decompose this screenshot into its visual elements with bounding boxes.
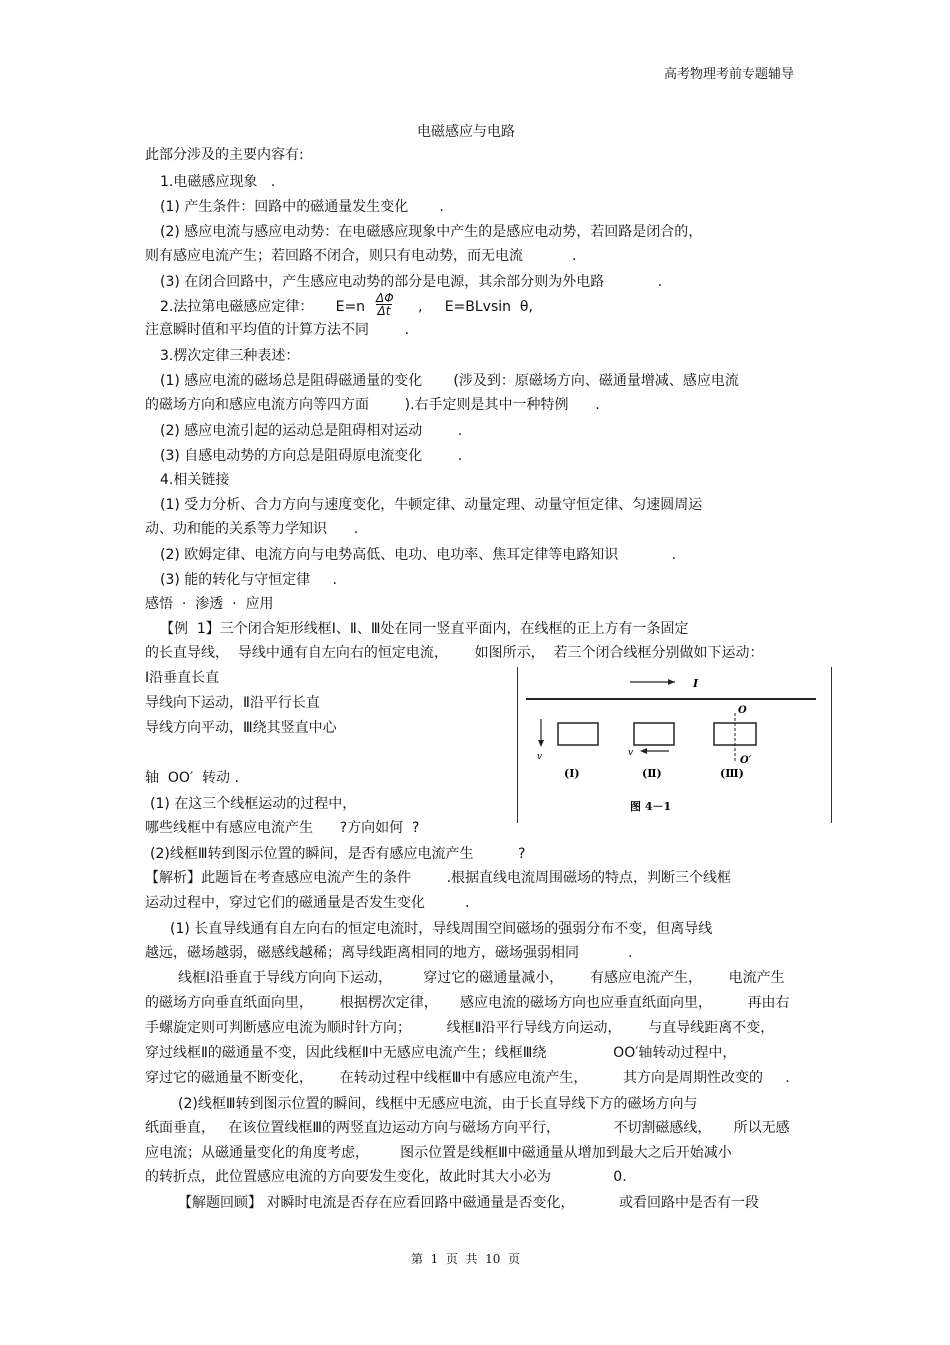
text-line: (1) 感应电流的磁场总是阻碍磁通量的变化 (涉及到：原磁场方向、磁通量增减、感应电流 [160, 373, 739, 389]
text-line: 哪些线框中有感应电流产生 ?方向如何 ? [145, 820, 420, 836]
text-line: (2) 欧姆定律、电流方向与电势高低、电功、电功率、焦耳定律等电路知识 . [160, 547, 677, 563]
text-line: (3) 能的转化与守恒定律 . [160, 572, 337, 588]
frame-ii [634, 723, 674, 745]
fraction-numerator: ΔΦ [376, 291, 394, 305]
text-line: 【例 1】三个闭合矩形线框Ⅰ、Ⅱ、Ⅲ处在同一竖直平面内，在线框的正上方有一条固定 [160, 621, 689, 637]
figure-4-1 [517, 667, 832, 823]
axis-top-label: O [738, 705, 747, 716]
text-line: (2) 感应电流引起的运动总是阻碍相对运动 . [160, 423, 463, 439]
frame-label-ii: (Ⅱ) [642, 767, 662, 780]
velocity-label-2: v [628, 748, 634, 758]
axis-bottom-label: O′ [740, 755, 752, 766]
text-line: 注意瞬时值和平均值的计算方法不同 . [145, 322, 410, 338]
text-line: (3) 在闭合回路中，产生感应电动势的部分是电源，其余部分则为外电路 . [160, 274, 663, 290]
text-line: 纸面垂直， 在该位置线框Ⅲ的两竖直边运动方向与磁场方向平行， 不切割磁感线， 所以无感 [145, 1120, 790, 1136]
page-header: 高考物理考前专题辅导 [664, 67, 795, 82]
text-line: 的磁场方向和感应电流方向等四方面 ).右手定则是其中一种特例 . [145, 397, 600, 413]
text-line: 4.相关链接 [160, 472, 230, 488]
current-arrowhead [668, 679, 675, 685]
fraction-denominator: Δt [377, 304, 391, 318]
text-line: 【解题回顾】 对瞬时电流是否存在应看回路中磁通量是否变化， 或看回路中是否有一段 [178, 1195, 759, 1211]
frame-label-iii: (Ⅲ) [720, 767, 744, 780]
text-line: (1) 受力分析、合力方向与速度变化，牛顿定律、动量定理、动量守恒定律、匀速圆周运 [160, 497, 703, 513]
text-line: (1) 产生条件：回路中的磁通量发生变化 . [160, 199, 444, 215]
text-line: (1) 在这三个线框运动的过程中， [150, 796, 357, 812]
text-line: 感悟 · 渗透 · 应用 [145, 596, 274, 612]
text-line: (2)线框Ⅲ转到图示位置的瞬间，线框中无感应电流，由于长直导线下方的磁场方向与 [178, 1096, 698, 1112]
text-line: 则有感应电流产生；若回路不闭合，则只有电动势，而无电流 . [145, 248, 577, 264]
velocity-arrowhead-1 [538, 740, 544, 747]
text-line: 线框Ⅰ沿垂直于导线方向向下运动， 穿过它的磁通量减小， 有感应电流产生， 电流产生 [178, 970, 785, 986]
velocity-arrowhead-2 [640, 748, 647, 754]
text-line: 导线方向平动，Ⅲ绕其竖直中心 [145, 720, 337, 736]
text-line: (2) 感应电流与感应电动势：在电磁感应现象中产生的是感应电动势，若回路是闭合的， [160, 224, 703, 240]
text-line: 动、功和能的关系等力学知识 . [145, 521, 359, 537]
text-line: 穿过它的磁通量不断变化， 在转动过程中线框Ⅲ中有感应电流产生， 其方向是周期性改变的 . [145, 1070, 790, 1086]
text-line: 1.电磁感应现象 . [160, 174, 276, 190]
text-line: 2.法拉第电磁感应定律： E=n [160, 299, 366, 315]
text-line: 【解析】此题旨在考查感应电流产生的条件 .根据直线电流周围磁场的特点，判断三个线框 [145, 870, 732, 886]
text-line: 的磁场方向垂直纸面向里， 根据楞次定律， 感应电流的磁场方向也应垂直纸面向里， 再由右 [145, 995, 790, 1011]
text-line: 的长直导线， 导线中通有自左向右的恒定电流， 如图所示， 若三个闭合线框分别做如下运动： [145, 645, 764, 661]
figure-caption: 图 4－1 [630, 800, 672, 813]
text-line: , E=BLvsin θ, [418, 299, 533, 315]
text-line: (1) 长直导线通有自左向右的恒定电流时，导线周围空间磁场的强弱分布不变，但离导线 [170, 921, 713, 937]
text-line: 此部分涉及的主要内容有: [145, 147, 304, 163]
text-line: Ⅰ沿垂直长直 [145, 670, 220, 686]
text-line: (2)线框Ⅲ转到图示位置的瞬间，是否有感应电流产生 ? [150, 846, 526, 862]
current-label: I [693, 677, 699, 690]
text-line: 手螺旋定则可判断感应电流为顺时针方向； 线框Ⅱ沿平行导线方向运动， 与直导线距离不变， [145, 1020, 775, 1036]
text-line: 轴 OO′ 转动 . [145, 770, 239, 786]
page-footer: 第 1 页 共 10 页 [411, 1252, 521, 1266]
frame-label-i: (Ⅰ) [564, 767, 580, 780]
text-line: 3.楞次定律三种表述： [160, 348, 300, 364]
text-line: 的转折点，此位置感应电流的方向要发生变化，故此时其大小必为 0. [145, 1169, 627, 1185]
flux-fraction [376, 292, 392, 318]
text-line: 越远，磁场越弱，磁感线越稀；离导线距离相同的地方，磁场强弱相同 . [145, 945, 633, 961]
text-line: 应电流；从磁通量变化的角度考虑， 图示位置是线框Ⅲ中磁通量从增加到最大之后开始减小 [145, 1145, 732, 1161]
text-line: (3) 自感电动势的方向总是阻碍原电流变化 . [160, 448, 463, 464]
text-line: 运动过程中，穿过它们的磁通量是否发生变化 . [145, 895, 470, 911]
frame-i [558, 723, 598, 745]
text-line: 穿过线框Ⅱ的磁通量不变，因此线框Ⅱ中无感应电流产生；线框Ⅲ绕 OO′轴转动过程中， [145, 1045, 737, 1061]
page-title: 电磁感应与电路 [417, 124, 515, 140]
velocity-label-1: v [537, 752, 543, 762]
figure-drawing [518, 667, 831, 823]
text-line: 导线向下运动，Ⅱ沿平行长直 [145, 695, 320, 711]
